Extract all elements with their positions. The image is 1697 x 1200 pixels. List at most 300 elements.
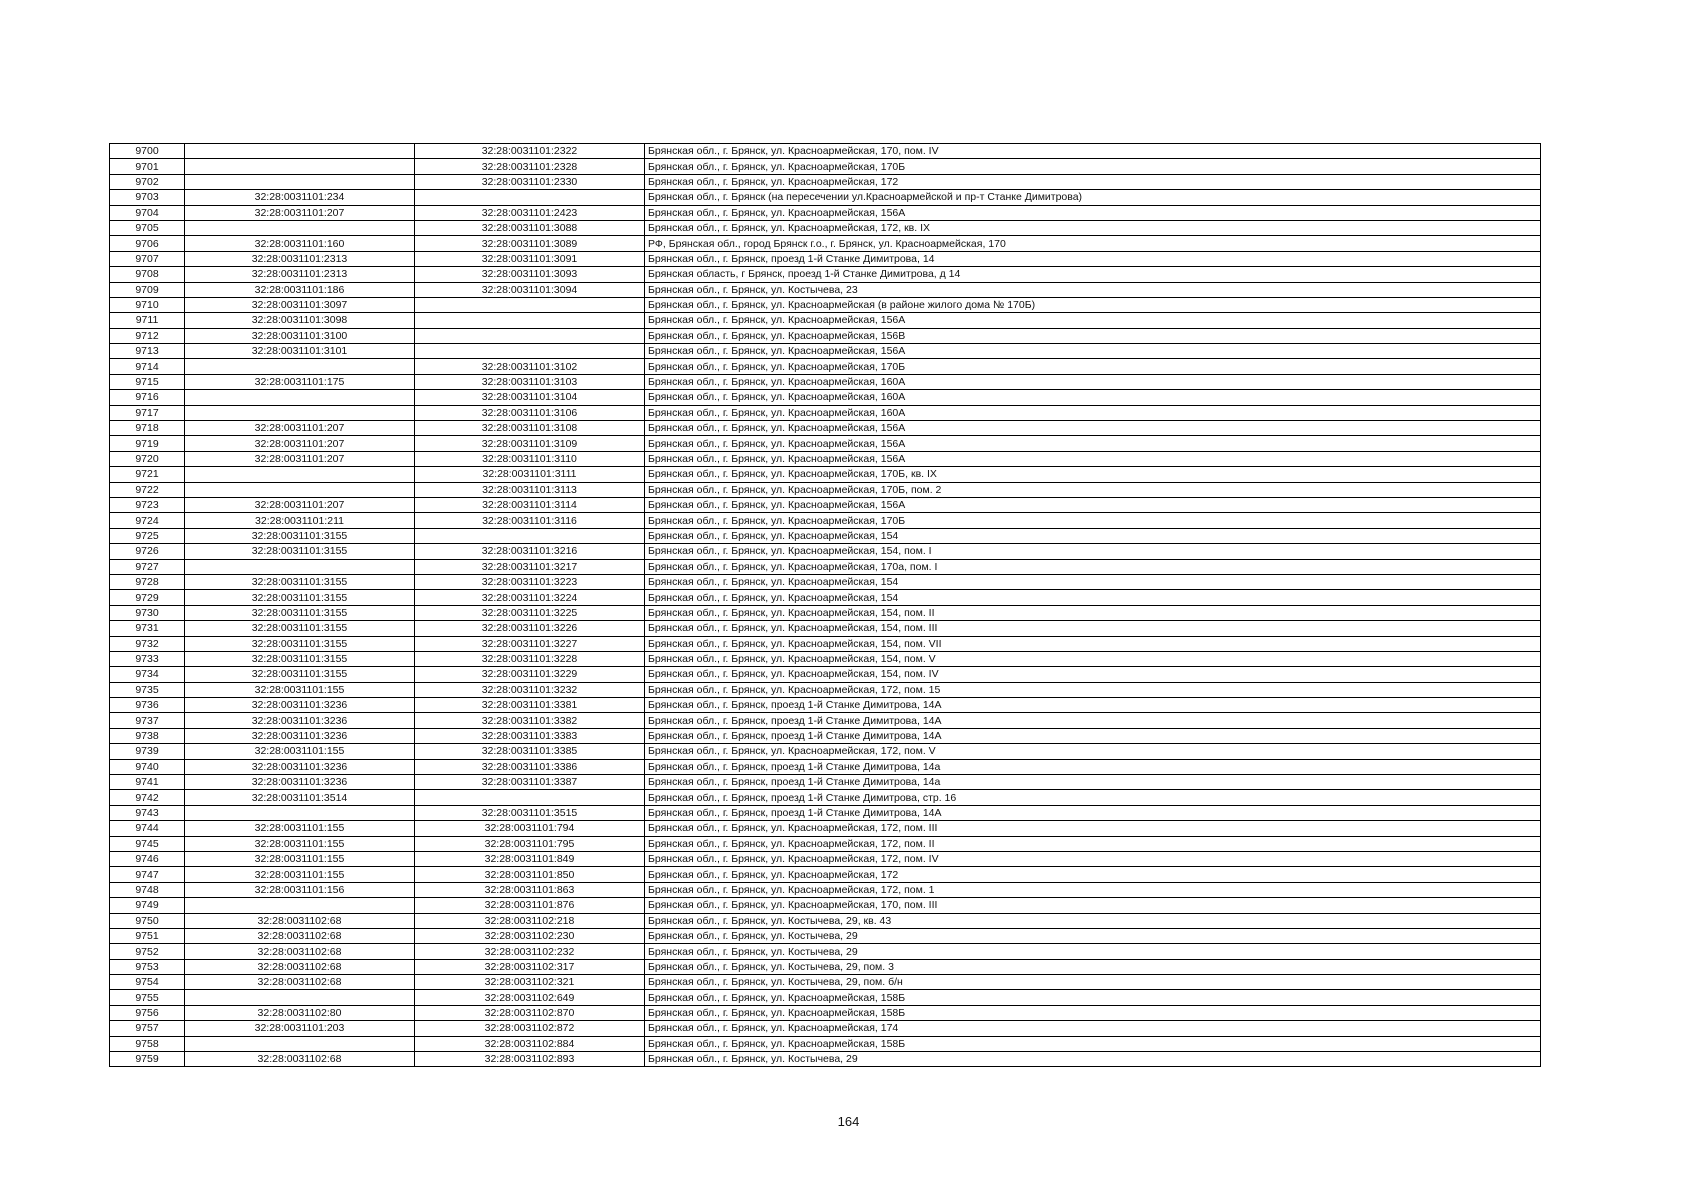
table-row [110, 267, 1541, 282]
table-row [110, 651, 1541, 666]
land-parcel-number-cell [185, 174, 415, 189]
table-row [110, 851, 1541, 866]
table-row [110, 775, 1541, 790]
land-parcel-number-cell: 32:28:0031101:203 [185, 1021, 415, 1036]
row-number-cell: 9708 [110, 267, 185, 282]
table-row [110, 159, 1541, 174]
land-parcel-number-cell [185, 220, 415, 235]
land-parcel-number-cell: 32:28:0031101:3101 [185, 344, 415, 359]
address-cell: Брянская обл., г. Брянск, проезд 1-й Станке Димитрова, 14А [645, 728, 1541, 743]
row-number-cell: 9743 [110, 805, 185, 820]
object-number-cell: 32:28:0031101:849 [415, 851, 645, 866]
table-row [110, 421, 1541, 436]
row-number-cell: 9704 [110, 205, 185, 220]
row-number-cell: 9727 [110, 559, 185, 574]
land-parcel-number-cell: 32:28:0031101:3514 [185, 790, 415, 805]
row-number-cell: 9703 [110, 190, 185, 205]
land-parcel-number-cell: 32:28:0031101:3155 [185, 590, 415, 605]
object-number-cell: 32:28:0031101:3216 [415, 544, 645, 559]
address-cell: Брянская обл., г. Брянск, ул. Красноармейская, 154, пом. IV [645, 667, 1541, 682]
table-row [110, 821, 1541, 836]
object-number-cell [415, 790, 645, 805]
table-row [110, 497, 1541, 512]
address-cell: Брянская обл., г. Брянск, ул. Костычева, 29, кв. 43 [645, 913, 1541, 928]
object-number-cell: 32:28:0031101:3382 [415, 713, 645, 728]
row-number-cell: 9738 [110, 728, 185, 743]
object-number-cell: 32:28:0031101:876 [415, 898, 645, 913]
address-cell: Брянская обл., г. Брянск, ул. Красноармейская, 172, кв. IX [645, 220, 1541, 235]
land-parcel-number-cell [185, 144, 415, 159]
page-number: 164 [837, 1114, 860, 1129]
address-cell: Брянская обл., г. Брянск, проезд 1-й Станке Димитрова, 14А [645, 805, 1541, 820]
land-parcel-number-cell [185, 898, 415, 913]
address-cell: Брянская обл., г. Брянск, проезд 1-й Станке Димитрова, 14а [645, 759, 1541, 774]
row-number-cell: 9705 [110, 220, 185, 235]
object-number-cell: 32:28:0031101:850 [415, 867, 645, 882]
object-number-cell: 32:28:0031102:893 [415, 1052, 645, 1067]
land-parcel-number-cell: 32:28:0031101:3155 [185, 544, 415, 559]
object-number-cell: 32:28:0031102:870 [415, 1005, 645, 1020]
table-row [110, 836, 1541, 851]
row-number-cell: 9707 [110, 251, 185, 266]
row-number-cell: 9749 [110, 898, 185, 913]
table-row [110, 590, 1541, 605]
table-row [110, 236, 1541, 251]
land-parcel-number-cell [185, 482, 415, 497]
table-row [110, 1021, 1541, 1036]
object-number-cell [415, 344, 645, 359]
table-row [110, 174, 1541, 189]
object-number-cell: 32:28:0031101:3228 [415, 651, 645, 666]
address-cell: Брянская обл., г. Брянск, ул. Красноармейская, 170Б [645, 159, 1541, 174]
table-row [110, 944, 1541, 959]
land-parcel-number-cell: 32:28:0031101:155 [185, 744, 415, 759]
object-number-cell: 32:28:0031101:3102 [415, 359, 645, 374]
object-number-cell: 32:28:0031101:2330 [415, 174, 645, 189]
object-number-cell: 32:28:0031102:649 [415, 990, 645, 1005]
row-number-cell: 9758 [110, 1036, 185, 1051]
land-parcel-number-cell: 32:28:0031101:3097 [185, 297, 415, 312]
object-number-cell: 32:28:0031101:3103 [415, 374, 645, 389]
table-row [110, 144, 1541, 159]
land-parcel-number-cell: 32:28:0031102:68 [185, 944, 415, 959]
land-parcel-number-cell: 32:28:0031101:3155 [185, 574, 415, 589]
table-row [110, 220, 1541, 235]
row-number-cell: 9715 [110, 374, 185, 389]
land-parcel-number-cell: 32:28:0031101:3155 [185, 667, 415, 682]
address-cell: Брянская обл., г. Брянск, проезд 1-й Станке Димитрова, 14А [645, 698, 1541, 713]
object-number-cell: 32:28:0031101:3227 [415, 636, 645, 651]
row-number-cell: 9747 [110, 867, 185, 882]
address-cell: Брянская обл., г. Брянск, ул. Костычева, 29, пом. б/н [645, 975, 1541, 990]
address-cell: Брянская обл., г. Брянск, ул. Красноармейская, 172, пом. 1 [645, 882, 1541, 897]
land-parcel-number-cell: 32:28:0031102:68 [185, 1052, 415, 1067]
address-cell: Брянская обл., г. Брянск, ул. Красноармейская, 158Б [645, 990, 1541, 1005]
land-parcel-number-cell: 32:28:0031101:186 [185, 282, 415, 297]
row-number-cell: 9729 [110, 590, 185, 605]
land-parcel-number-cell: 32:28:0031101:3155 [185, 621, 415, 636]
row-number-cell: 9736 [110, 698, 185, 713]
row-number-cell: 9757 [110, 1021, 185, 1036]
table-row [110, 621, 1541, 636]
object-number-cell: 32:28:0031101:3223 [415, 574, 645, 589]
object-number-cell [415, 297, 645, 312]
row-number-cell: 9735 [110, 682, 185, 697]
address-cell: Брянская обл., г. Брянск, ул. Красноармейская, 172, пом. V [645, 744, 1541, 759]
object-number-cell: 32:28:0031101:3091 [415, 251, 645, 266]
address-cell: Брянская обл., г. Брянск, ул. Красноармейская, 156А [645, 497, 1541, 512]
land-parcel-number-cell: 32:28:0031101:3236 [185, 713, 415, 728]
object-number-cell: 32:28:0031101:3109 [415, 436, 645, 451]
object-number-cell: 32:28:0031102:317 [415, 959, 645, 974]
table-row [110, 744, 1541, 759]
table-row [110, 559, 1541, 574]
table-row [110, 805, 1541, 820]
object-number-cell: 32:28:0031101:3116 [415, 513, 645, 528]
address-cell: Брянская обл., г. Брянск, ул. Костычева, 29 [645, 944, 1541, 959]
land-parcel-number-cell: 32:28:0031101:3236 [185, 728, 415, 743]
land-parcel-number-cell: 32:28:0031101:155 [185, 821, 415, 836]
row-number-cell: 9748 [110, 882, 185, 897]
table-row [110, 359, 1541, 374]
address-cell: Брянская обл., г. Брянск, ул. Красноармейская, 170Б, кв. IX [645, 467, 1541, 482]
row-number-cell: 9746 [110, 851, 185, 866]
address-cell: Брянская область, г Брянск, проезд 1-й Станке Димитрова, д 14 [645, 267, 1541, 282]
address-cell: Брянская обл., г. Брянск, ул. Красноармейская, 156А [645, 451, 1541, 466]
object-number-cell: 32:28:0031101:3381 [415, 698, 645, 713]
table-row [110, 328, 1541, 343]
table-row [110, 1052, 1541, 1067]
address-cell: Брянская обл., г. Брянск, ул. Красноармейская, 154, пом. I [645, 544, 1541, 559]
land-parcel-number-cell: 32:28:0031101:207 [185, 497, 415, 512]
table-row [110, 313, 1541, 328]
land-parcel-number-cell: 32:28:0031102:68 [185, 975, 415, 990]
table-row [110, 344, 1541, 359]
object-number-cell: 32:28:0031101:3226 [415, 621, 645, 636]
row-number-cell: 9717 [110, 405, 185, 420]
row-number-cell: 9751 [110, 928, 185, 943]
row-number-cell: 9752 [110, 944, 185, 959]
row-number-cell: 9744 [110, 821, 185, 836]
address-cell: Брянская обл., г. Брянск, ул. Красноармейская, 170Б [645, 513, 1541, 528]
object-number-cell: 32:28:0031102:230 [415, 928, 645, 943]
table-row [110, 867, 1541, 882]
object-number-cell: 32:28:0031101:3114 [415, 497, 645, 512]
address-cell: Брянская обл., г. Брянск, ул. Красноармейская, 172 [645, 174, 1541, 189]
table-row [110, 975, 1541, 990]
row-number-cell: 9714 [110, 359, 185, 374]
address-cell: Брянская обл., г. Брянск, ул. Красноармейская, 172, пом. 15 [645, 682, 1541, 697]
land-parcel-number-cell: 32:28:0031101:155 [185, 851, 415, 866]
table-row [110, 190, 1541, 205]
land-parcel-number-cell: 32:28:0031101:3155 [185, 651, 415, 666]
address-cell: Брянская обл., г. Брянск, ул. Красноармейская, 172 [645, 867, 1541, 882]
table-row [110, 436, 1541, 451]
address-cell: Брянская обл., г. Брянск, ул. Красноармейская, 172, пом. IV [645, 851, 1541, 866]
object-number-cell: 32:28:0031101:3385 [415, 744, 645, 759]
table-row [110, 728, 1541, 743]
land-parcel-number-cell: 32:28:0031101:160 [185, 236, 415, 251]
table-row [110, 405, 1541, 420]
object-number-cell [415, 313, 645, 328]
table-row [110, 990, 1541, 1005]
table-row [110, 928, 1541, 943]
object-number-cell: 32:28:0031101:3224 [415, 590, 645, 605]
address-cell: Брянская обл., г. Брянск, ул. Красноармейская, 156А [645, 436, 1541, 451]
object-number-cell: 32:28:0031101:3387 [415, 775, 645, 790]
land-parcel-number-cell: 32:28:0031101:156 [185, 882, 415, 897]
land-parcel-number-cell: 32:28:0031101:155 [185, 867, 415, 882]
row-number-cell: 9710 [110, 297, 185, 312]
cadastral-table [109, 143, 1541, 1067]
row-number-cell: 9739 [110, 744, 185, 759]
address-cell: Брянская обл., г. Брянск, ул. Красноармейская, 170, пом. III [645, 898, 1541, 913]
address-cell: РФ, Брянская обл., город Брянск г.о., г. Брянск, ул. Красноармейская, 170 [645, 236, 1541, 251]
land-parcel-number-cell: 32:28:0031101:207 [185, 451, 415, 466]
object-number-cell: 32:28:0031101:3232 [415, 682, 645, 697]
land-parcel-number-cell: 32:28:0031101:3155 [185, 636, 415, 651]
address-cell: Брянская обл., г. Брянск, ул. Костычева, 23 [645, 282, 1541, 297]
object-number-cell: 32:28:0031101:3108 [415, 421, 645, 436]
address-cell: Брянская обл., г. Брянск, ул. Красноармейская, 154 [645, 590, 1541, 605]
address-cell: Брянская обл., г. Брянск, ул. Красноармейская, 154, пом. V [645, 651, 1541, 666]
row-number-cell: 9720 [110, 451, 185, 466]
address-cell: Брянская обл., г. Брянск, ул. Красноармейская, 160А [645, 405, 1541, 420]
table-row [110, 467, 1541, 482]
address-cell: Брянская обл., г. Брянск, ул. Красноармейская, 154 [645, 574, 1541, 589]
address-cell: Брянская обл., г. Брянск, ул. Красноармейская, 170Б, пом. 2 [645, 482, 1541, 497]
land-parcel-number-cell: 32:28:0031101:3098 [185, 313, 415, 328]
row-number-cell: 9712 [110, 328, 185, 343]
address-cell: Брянская обл., г. Брянск, ул. Красноармейская, 156А [645, 205, 1541, 220]
table-row [110, 574, 1541, 589]
row-number-cell: 9711 [110, 313, 185, 328]
address-cell: Брянская обл., г. Брянск, ул. Красноармейская, 174 [645, 1021, 1541, 1036]
row-number-cell: 9740 [110, 759, 185, 774]
object-number-cell: 32:28:0031101:3094 [415, 282, 645, 297]
address-cell: Брянская обл., г. Брянск, проезд 1-й Станке Димитрова, 14 [645, 251, 1541, 266]
row-number-cell: 9745 [110, 836, 185, 851]
row-number-cell: 9741 [110, 775, 185, 790]
address-cell: Брянская обл., г. Брянск, ул. Костычева, 29 [645, 1052, 1541, 1067]
row-number-cell: 9731 [110, 621, 185, 636]
address-cell: Брянская обл., г. Брянск, ул. Красноармейская, 170, пом. IV [645, 144, 1541, 159]
land-parcel-number-cell: 32:28:0031101:3155 [185, 605, 415, 620]
table-row [110, 390, 1541, 405]
table-row [110, 790, 1541, 805]
object-number-cell [415, 528, 645, 543]
object-number-cell: 32:28:0031102:872 [415, 1021, 645, 1036]
table-row [110, 282, 1541, 297]
row-number-cell: 9726 [110, 544, 185, 559]
row-number-cell: 9702 [110, 174, 185, 189]
land-parcel-number-cell [185, 559, 415, 574]
object-number-cell: 32:28:0031101:795 [415, 836, 645, 851]
address-cell: Брянская обл., г. Брянск, ул. Красноармейская, 158Б [645, 1005, 1541, 1020]
object-number-cell: 32:28:0031102:218 [415, 913, 645, 928]
table-row [110, 251, 1541, 266]
address-cell: Брянская обл., г. Брянск, ул. Красноармейская, 154, пом. II [645, 605, 1541, 620]
table-row [110, 605, 1541, 620]
object-number-cell: 32:28:0031101:2322 [415, 144, 645, 159]
table-row [110, 1005, 1541, 1020]
table-row [110, 451, 1541, 466]
table-row [110, 667, 1541, 682]
address-cell: Брянская обл., г. Брянск, ул. Красноармейская, 154, пом. VII [645, 636, 1541, 651]
address-cell: Брянская обл., г. Брянск, проезд 1-й Станке Димитрова, 14а [645, 775, 1541, 790]
row-number-cell: 9730 [110, 605, 185, 620]
address-cell: Брянская обл., г. Брянск, ул. Красноармейская, 160А [645, 390, 1541, 405]
land-parcel-number-cell [185, 159, 415, 174]
land-parcel-number-cell: 32:28:0031101:2313 [185, 267, 415, 282]
row-number-cell: 9724 [110, 513, 185, 528]
row-number-cell: 9713 [110, 344, 185, 359]
object-number-cell: 32:28:0031101:3386 [415, 759, 645, 774]
table-row [110, 882, 1541, 897]
row-number-cell: 9759 [110, 1052, 185, 1067]
land-parcel-number-cell: 32:28:0031101:175 [185, 374, 415, 389]
land-parcel-number-cell: 32:28:0031101:207 [185, 421, 415, 436]
row-number-cell: 9719 [110, 436, 185, 451]
address-cell: Брянская обл., г. Брянск, ул. Красноармейская, 156А [645, 313, 1541, 328]
table-row [110, 482, 1541, 497]
address-cell: Брянская обл., г. Брянск, ул. Красноармейская, 154, пом. III [645, 621, 1541, 636]
row-number-cell: 9728 [110, 574, 185, 589]
land-parcel-number-cell: 32:28:0031102:68 [185, 959, 415, 974]
object-number-cell: 32:28:0031102:321 [415, 975, 645, 990]
address-cell: Брянская обл., г. Брянск, ул. Красноармейская, 170а, пом. I [645, 559, 1541, 574]
row-number-cell: 9721 [110, 467, 185, 482]
address-cell: Брянская обл., г. Брянск, проезд 1-й Станке Димитрова, стр. 16 [645, 790, 1541, 805]
address-cell: Брянская обл., г. Брянск, ул. Костычева, 29 [645, 928, 1541, 943]
object-number-cell: 32:28:0031101:3225 [415, 605, 645, 620]
address-cell: Брянская обл., г. Брянск, ул. Красноармейская, 154 [645, 528, 1541, 543]
row-number-cell: 9706 [110, 236, 185, 251]
land-parcel-number-cell: 32:28:0031102:80 [185, 1005, 415, 1020]
land-parcel-number-cell: 32:28:0031101:207 [185, 436, 415, 451]
table-row [110, 959, 1541, 974]
object-number-cell: 32:28:0031102:232 [415, 944, 645, 959]
row-number-cell: 9734 [110, 667, 185, 682]
land-parcel-number-cell [185, 990, 415, 1005]
row-number-cell: 9722 [110, 482, 185, 497]
table-row [110, 698, 1541, 713]
table-row [110, 205, 1541, 220]
land-parcel-number-cell [185, 359, 415, 374]
table-row [110, 544, 1541, 559]
table-row [110, 528, 1541, 543]
object-number-cell [415, 328, 645, 343]
land-parcel-number-cell: 32:28:0031101:2313 [185, 251, 415, 266]
object-number-cell: 32:28:0031101:3106 [415, 405, 645, 420]
object-number-cell: 32:28:0031101:2423 [415, 205, 645, 220]
row-number-cell: 9716 [110, 390, 185, 405]
row-number-cell: 9742 [110, 790, 185, 805]
object-number-cell: 32:28:0031101:3110 [415, 451, 645, 466]
land-parcel-number-cell: 32:28:0031101:211 [185, 513, 415, 528]
row-number-cell: 9756 [110, 1005, 185, 1020]
object-number-cell [415, 190, 645, 205]
address-cell: Брянская обл., г. Брянск (на пересечении ул.Красноармейской и пр-т Станке Димитрова) [645, 190, 1541, 205]
land-parcel-number-cell [185, 805, 415, 820]
row-number-cell: 9737 [110, 713, 185, 728]
address-cell: Брянская обл., г. Брянск, ул. Красноармейская, 156А [645, 344, 1541, 359]
address-cell: Брянская обл., г. Брянск, ул. Красноармейская, 156В [645, 328, 1541, 343]
land-parcel-number-cell: 32:28:0031101:155 [185, 836, 415, 851]
land-parcel-number-cell [185, 390, 415, 405]
table-row [110, 1036, 1541, 1051]
object-number-cell: 32:28:0031101:3229 [415, 667, 645, 682]
land-parcel-number-cell: 32:28:0031102:68 [185, 928, 415, 943]
table-row [110, 713, 1541, 728]
object-number-cell: 32:28:0031101:3383 [415, 728, 645, 743]
object-number-cell: 32:28:0031101:794 [415, 821, 645, 836]
row-number-cell: 9732 [110, 636, 185, 651]
object-number-cell: 32:28:0031102:884 [415, 1036, 645, 1051]
table-row [110, 682, 1541, 697]
row-number-cell: 9723 [110, 497, 185, 512]
land-parcel-number-cell: 32:28:0031102:68 [185, 913, 415, 928]
table-row [110, 759, 1541, 774]
object-number-cell: 32:28:0031101:3217 [415, 559, 645, 574]
address-cell: Брянская обл., г. Брянск, ул. Костычева, 29, пом. 3 [645, 959, 1541, 974]
table-row [110, 898, 1541, 913]
land-parcel-number-cell: 32:28:0031101:3100 [185, 328, 415, 343]
address-cell: Брянская обл., г. Брянск, ул. Красноармейская, 172, пом. II [645, 836, 1541, 851]
land-parcel-number-cell: 32:28:0031101:234 [185, 190, 415, 205]
row-number-cell: 9753 [110, 959, 185, 974]
object-number-cell: 32:28:0031101:3088 [415, 220, 645, 235]
address-cell: Брянская обл., г. Брянск, ул. Красноармейская, 156А [645, 421, 1541, 436]
address-cell: Брянская обл., г. Брянск, ул. Красноармейская, 160А [645, 374, 1541, 389]
row-number-cell: 9755 [110, 990, 185, 1005]
object-number-cell: 32:28:0031101:3515 [415, 805, 645, 820]
table-row [110, 513, 1541, 528]
object-number-cell: 32:28:0031101:3111 [415, 467, 645, 482]
address-cell: Брянская обл., г. Брянск, ул. Красноармейская, 172, пом. III [645, 821, 1541, 836]
land-parcel-number-cell: 32:28:0031101:155 [185, 682, 415, 697]
table-row [110, 636, 1541, 651]
row-number-cell: 9750 [110, 913, 185, 928]
land-parcel-number-cell: 32:28:0031101:3236 [185, 698, 415, 713]
land-parcel-number-cell [185, 405, 415, 420]
object-number-cell: 32:28:0031101:863 [415, 882, 645, 897]
address-cell: Брянская обл., г. Брянск, ул. Красноармейская, 158Б [645, 1036, 1541, 1051]
row-number-cell: 9718 [110, 421, 185, 436]
row-number-cell: 9725 [110, 528, 185, 543]
land-parcel-number-cell: 32:28:0031101:3236 [185, 759, 415, 774]
land-parcel-number-cell: 32:28:0031101:3236 [185, 775, 415, 790]
row-number-cell: 9700 [110, 144, 185, 159]
land-parcel-number-cell: 32:28:0031101:207 [185, 205, 415, 220]
object-number-cell: 32:28:0031101:3104 [415, 390, 645, 405]
address-cell: Брянская обл., г. Брянск, ул. Красноармейская, 170Б [645, 359, 1541, 374]
land-parcel-number-cell [185, 467, 415, 482]
object-number-cell: 32:28:0031101:3113 [415, 482, 645, 497]
land-parcel-number-cell [185, 1036, 415, 1051]
row-number-cell: 9709 [110, 282, 185, 297]
table-row [110, 374, 1541, 389]
table-body [110, 144, 1541, 1067]
table-row [110, 297, 1541, 312]
address-cell: Брянская обл., г. Брянск, ул. Красноармейская (в районе жилого дома № 170Б) [645, 297, 1541, 312]
object-number-cell: 32:28:0031101:2328 [415, 159, 645, 174]
row-number-cell: 9733 [110, 651, 185, 666]
row-number-cell: 9701 [110, 159, 185, 174]
object-number-cell: 32:28:0031101:3089 [415, 236, 645, 251]
land-parcel-number-cell: 32:28:0031101:3155 [185, 528, 415, 543]
address-cell: Брянская обл., г. Брянск, проезд 1-й Станке Димитрова, 14А [645, 713, 1541, 728]
